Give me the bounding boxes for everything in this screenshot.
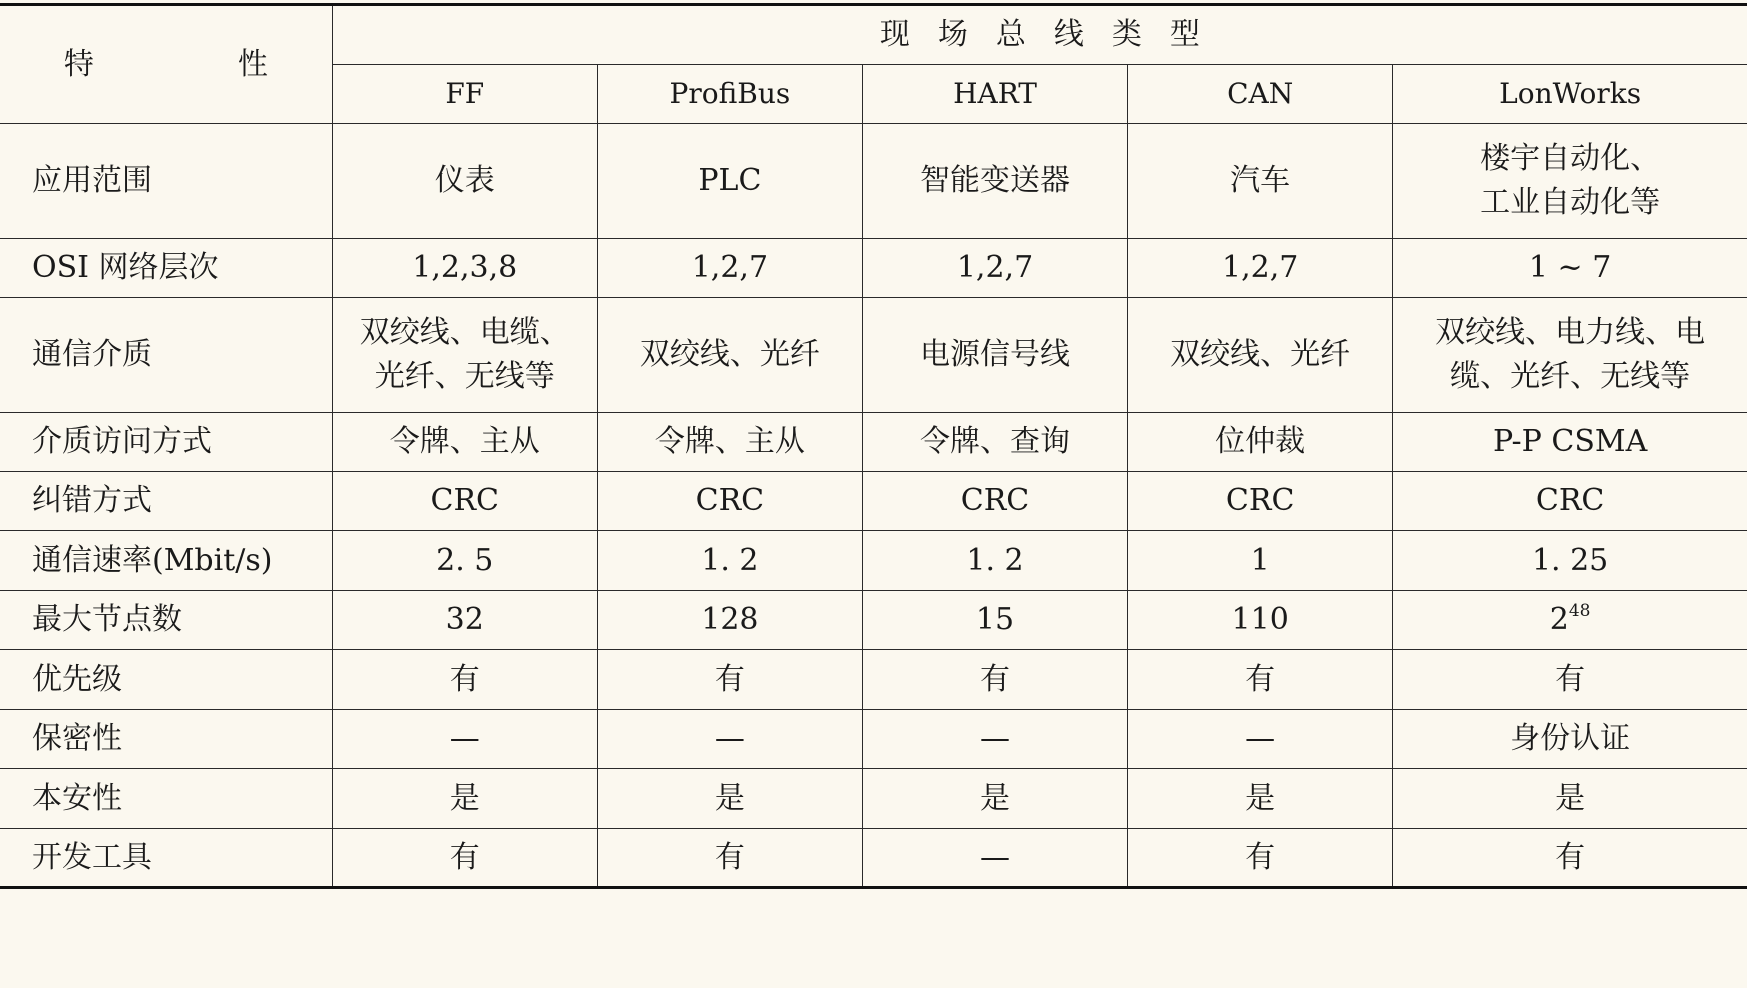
col-header-hart: HART (862, 65, 1127, 124)
cell-text: 15 (975, 602, 1015, 637)
table-cell (597, 769, 862, 829)
table-row (0, 650, 1747, 710)
cell-text: 有 (714, 839, 745, 875)
cell-text: 是 (1245, 780, 1276, 816)
fieldbus-comparison-table (0, 3, 1747, 889)
table-cell (1393, 829, 1747, 888)
row-label: 介质访问方式 (0, 413, 332, 472)
table-cell (332, 413, 597, 472)
cell-text: 有 (1555, 839, 1586, 875)
table-cell (1393, 769, 1747, 829)
row-label: 通信速率(Mbit/s) (0, 531, 332, 591)
cell-text: 汽车 (1230, 163, 1291, 198)
cell-text: 令牌、查询 (920, 424, 1071, 459)
cell-text: 有 (1555, 661, 1586, 697)
row-label: 应用范围 (0, 124, 332, 239)
cell-text: 1. 25 (1531, 542, 1609, 578)
table-cell (332, 650, 597, 710)
cell-text: 有 (449, 839, 480, 875)
table-cell (597, 413, 862, 472)
table-cell (1393, 124, 1747, 239)
table-cell (862, 591, 1127, 650)
table-row (0, 829, 1747, 888)
cell-text: 双绞线、光纤 (1170, 337, 1351, 372)
cell-text: 位仲裁 (1215, 424, 1306, 459)
table-cell (332, 472, 597, 531)
table-row (0, 124, 1747, 239)
cell-text: 智能变送器 (920, 163, 1071, 198)
table-cell (1128, 124, 1393, 239)
table-cell (1128, 298, 1393, 413)
cell-text: 仪表 (434, 163, 495, 198)
cell-text: CRC (960, 483, 1030, 518)
table-cell (597, 531, 862, 591)
row-label: 本安性 (0, 769, 332, 829)
table-cell (1393, 413, 1747, 472)
cell-text: 是 (714, 780, 745, 816)
cell-text: 令牌、主从 (389, 424, 540, 459)
table-cell (597, 298, 862, 413)
table-cell (332, 239, 597, 298)
cell-text: 1 ~ 7 (1528, 250, 1612, 285)
table-row (0, 710, 1747, 769)
table-cell (1393, 591, 1747, 650)
table-cell (1393, 298, 1747, 413)
cell-text: 有 (1245, 839, 1276, 875)
table-cell (1128, 829, 1393, 888)
table-cell (862, 413, 1127, 472)
cell-text: CRC (1225, 483, 1295, 518)
table-cell (1128, 769, 1393, 829)
cell-text: 楼宇自动化、 (1480, 141, 1661, 176)
cell-text: 2. 5 (436, 542, 494, 578)
cell-text: CRC (1535, 483, 1605, 518)
table-cell (1393, 650, 1747, 710)
table-cell (597, 710, 862, 769)
table-cell (332, 591, 597, 650)
table-cell (332, 298, 597, 413)
row-label: OSI 网络层次 (0, 239, 332, 298)
table-cell (1128, 413, 1393, 472)
table-row (0, 769, 1747, 829)
cell-text: CRC (430, 483, 499, 518)
cell-text: 电源信号线 (920, 337, 1071, 372)
table-cell (862, 650, 1127, 710)
cell-text: 有 (714, 661, 745, 697)
table-cell (1393, 710, 1747, 769)
cell-text: 110 (1231, 602, 1289, 637)
table-row (0, 239, 1747, 298)
cell-text: 令牌、主从 (654, 424, 805, 459)
col-header-can: CAN (1128, 65, 1393, 124)
cell-text: 1,2,7 (1221, 250, 1299, 285)
table-row (0, 472, 1747, 531)
table-cell (1128, 531, 1393, 591)
table-cell (1128, 239, 1393, 298)
cell-text: — (980, 839, 1011, 875)
table-cell (862, 124, 1127, 239)
table-row (0, 413, 1747, 472)
cell-text: 有 (449, 661, 480, 697)
cell-text: — (449, 721, 480, 756)
table-cell (862, 472, 1127, 531)
cell-text: 有 (980, 661, 1011, 697)
table-cell (1393, 239, 1747, 298)
cell-text: 1. 2 (966, 542, 1024, 578)
table-cell (332, 829, 597, 888)
table-cell (597, 829, 862, 888)
table-row (0, 531, 1747, 591)
cell-text: 1. 2 (701, 542, 759, 578)
row-label: 保密性 (0, 710, 332, 769)
table-cell (862, 239, 1127, 298)
row-label: 优先级 (0, 650, 332, 710)
table-body (0, 124, 1747, 888)
table-cell (597, 124, 862, 239)
table-cell (597, 650, 862, 710)
col-header-lonworks: LonWorks (1393, 65, 1747, 124)
table-cell (597, 472, 862, 531)
table-cell (332, 710, 597, 769)
cell-text: 1,2,7 (956, 250, 1034, 285)
row-label: 最大节点数 (0, 591, 332, 650)
row-label: 纠错方式 (0, 472, 332, 531)
exponent: 48 (1568, 601, 1591, 621)
table-cell (1128, 472, 1393, 531)
cell-text: — (980, 721, 1011, 756)
cell-text: 32 (445, 602, 484, 637)
table-cell (862, 710, 1127, 769)
table-cell (1128, 650, 1393, 710)
table-cell (862, 829, 1127, 888)
cell-text: 1,2,7 (691, 250, 769, 285)
cell-text: 是 (980, 780, 1011, 816)
cell-text: 双绞线、电力线、电 (1435, 315, 1706, 350)
cell-text: — (1245, 721, 1276, 756)
table-row (0, 591, 1747, 650)
cell-text: P-P CSMA (1492, 424, 1648, 459)
fieldbus-type-header: 现场总线类型 (332, 5, 1747, 65)
table-cell (862, 769, 1127, 829)
cell-text: 有 (1245, 661, 1276, 697)
table-cell (332, 531, 597, 591)
table-cell (1128, 591, 1393, 650)
row-label: 通信介质 (0, 298, 332, 413)
table-cell (597, 591, 862, 650)
table-cell (1393, 531, 1747, 591)
col-header-ff: FF (332, 65, 597, 124)
table-cell (862, 531, 1127, 591)
cell-text: 工业自动化等 (1480, 185, 1661, 220)
cell-text: 缆、光纤、无线等 (1450, 359, 1691, 394)
cell-text: CRC (695, 483, 765, 518)
table-cell (1128, 710, 1393, 769)
characteristic-header: 特 性 (0, 5, 332, 124)
cell-text: 双绞线、光纤 (639, 337, 820, 372)
cell-text: 1 (1250, 542, 1270, 578)
table-cell (1393, 472, 1747, 531)
col-header-profibus: ProfiBus (597, 65, 862, 124)
cell-text: 1,2,3,8 (412, 250, 518, 285)
cell-text: 是 (1555, 780, 1586, 816)
table-cell (332, 124, 597, 239)
cell-text: 双绞线、电缆、 (359, 315, 570, 350)
table-cell (332, 769, 597, 829)
table-row (0, 298, 1747, 413)
row-label: 开发工具 (0, 829, 332, 888)
cell-text: 2 (1549, 602, 1569, 637)
cell-text: 光纤、无线等 (374, 359, 555, 394)
cell-text: PLC (698, 163, 762, 198)
table-cell (862, 298, 1127, 413)
cell-text: — (714, 721, 745, 756)
cell-text: 128 (701, 602, 759, 637)
cell-text: 是 (449, 780, 480, 816)
table-cell (597, 239, 862, 298)
cell-text: 身份认证 (1510, 721, 1631, 756)
